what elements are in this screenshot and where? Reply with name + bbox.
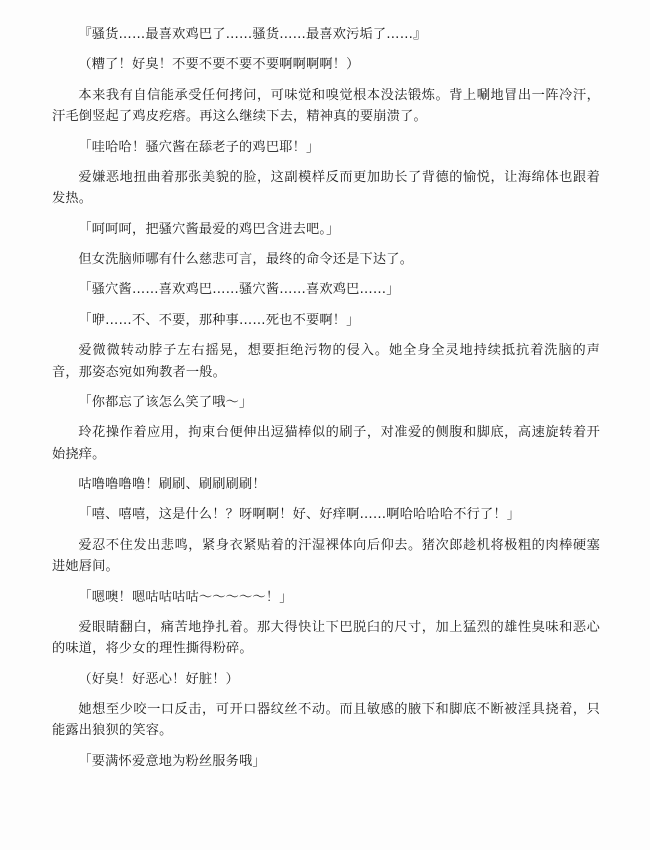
paragraph: 爱忍不住发出悲鸣，紧身衣紧贴着的汗湿裸体向后仰去。猪次郎趁机将极粗的肉棒硬塞进她唇间。	[52, 537, 600, 575]
paragraph: 「嘻、嘻嘻，这是什么！？呀啊啊！好、好痒啊……啊哈哈哈哈不行了！」	[78, 507, 521, 523]
paragraph: 爱眼睛翻白，痛苦地挣扎着。那大得快让下巴脱臼的尺寸，加上猛烈的雄性臭味和恶心的味道，将少女的理性撕得粉碎。	[52, 619, 600, 657]
paragraph: （糟了！好臭！不要不要不要不要啊啊啊啊！）	[78, 57, 360, 73]
paragraph: 玲花操作着应用，拘束台便伸出逗猫棒似的刷子，对准爱的侧腹和脚底，高速旋转着开始挠痒。	[52, 425, 600, 462]
paragraph: 「哇哈哈！骚穴酱在舔老子的鸡巴耶！」	[78, 139, 320, 155]
paragraph: 「嗯噢！嗯咕咕咕咕〜〜〜〜〜！」	[78, 589, 293, 605]
paragraph: 爱嫌恶地扭曲着那张美貌的脸，这副模样反而更加助长了背德的愉悦，让海绵体也跟着发热。	[52, 169, 600, 207]
paragraph: （好臭！好恶心！好脏！）	[78, 671, 240, 687]
paragraph: 「呵呵呵，把骚穴酱最爱的鸡巴含进去吧。」	[78, 221, 340, 237]
paragraph: 爱微微转动脖子左右摇晃，想要拒绝污物的侵入。她全身全灵地持续抵抗着洗脑的声音，那姿态宛如殉教者一般。	[52, 343, 600, 380]
paragraph: 本来我有自信能承受任何拷问，可味觉和嗅觉根本没法锻炼。背上唰地冒出一阵冷汗，汗毛倒竖起了鸡皮疙瘩。再这么继续下去，精神真的要崩溃了。	[52, 87, 600, 125]
paragraph: 咕噜噜噜噜！刷刷、刷刷刷刷！	[78, 477, 266, 492]
paragraph: 「要满怀爱意地为粉丝服务哦」	[78, 753, 266, 769]
document-body	[52, 24, 600, 781]
paragraph: 「咿……不、不要，那种事……死也不要啊！」	[78, 312, 360, 328]
paragraph: 「骚穴酱……喜欢鸡巴……骚穴酱……喜欢鸡巴……」	[78, 282, 400, 298]
paragraph: 『骚货……最喜欢鸡巴了……骚货……最喜欢污垢了……』	[78, 27, 427, 42]
paragraph: 但女洗脑师哪有什么慈悲可言，最终的命令还是下达了。	[78, 252, 414, 267]
paragraph: 「你都忘了该怎么笑了哦〜」	[78, 394, 253, 410]
paragraph: 她想至少咬一口反击，可开口器纹丝不动。而且敏感的腋下和脚底不断被淫具挠着，只能露出狼狈的笑容。	[52, 702, 600, 739]
